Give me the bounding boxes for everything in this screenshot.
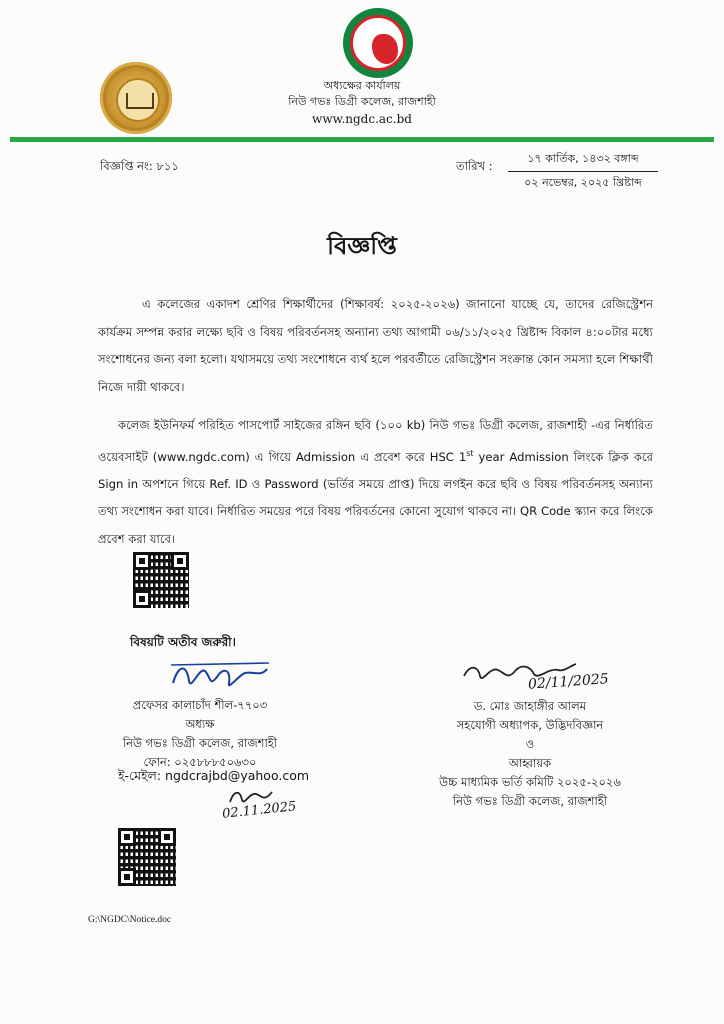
principal-email: ই-মেইল: ngdcrajbd@yahoo.com (118, 768, 310, 783)
college-name: নিউ গভঃ ডিগ্রী কলেজ, রাজশাহী (288, 95, 436, 108)
file-path: G:\NGDC\Notice.doc (88, 915, 172, 925)
principal-name: প্রফেসর কালাচাঁদ শীল-৭৭০৩ (132, 698, 268, 712)
convener-college: নিউ গভঃ ডিগ্রী কলেজ, রাজশাহী (452, 794, 608, 808)
ordinal-superscript: st (466, 448, 474, 458)
paragraph-2 (98, 412, 653, 553)
principal-designation: অধ্যক্ষ (185, 717, 215, 731)
website-text: www.ngdc.ac.bd (312, 112, 412, 126)
convener-handwritten-date: 02/11/2025 (527, 671, 610, 693)
principal-college: নিউ গভঃ ডিগ্রী কলেজ, রাজশাহী (122, 736, 278, 750)
convener-designation: সহযোগী অধ্যাপক, উদ্ভিদবিজ্ঞান (456, 718, 604, 732)
qr-code-website[interactable] (133, 552, 189, 608)
college-seal-logo (100, 62, 172, 134)
convener-role: আহ্বায়ক (508, 756, 552, 770)
convener-block (405, 697, 655, 811)
paragraph-2-part-2: year Admission লিংকে ক্লিক করে Sign in অপশনে গিয়ে Ref. ID ও Password (ভর্তির সময়ে প্রাপ্ত) দিয়ে লগইন করে ছবি ও বিষয় পরিবর্তনসহ অন্যান্য তথ্য সংশোধন করা যাবে। নির্ধারিত সময়ের পরে বিষয় পরিবর্তনের কোনো সুযোগ থাকবে না। QR Code স্ক্যান করে লিংকে প্রবেশ করা যাবে। (98, 449, 653, 546)
qr-code-link[interactable] (118, 828, 176, 886)
paragraph-1: এ কলেজের একাদশ শ্রেণির শিক্ষার্থীদের (শিক্ষাবর্ষ: ২০২৫-২০২৬) জানানো যাচ্ছে যে, তাদের রেজিস্ট্রেশন কার্যক্রম সম্পন্ন করার লক্ষ্যে ছবি ও বিষয় পরিবর্তনসহ অন্যান্য তথ্য আগামী ০৬/১১/২০২৫ খ্রিষ্টাব্দ বিকাল ৪:০০টার মধ্যে সংশোধনের জন্য বলা হলো। যথাসময়ে তথ্য সংশোধনে ব্যর্থ হলে পরবর্তীতে রেজিস্ট্রেশন সংক্রান্ত কোন সমস্যা হলে শিক্ষার্থী নিজে দায়ী থাকবে। (98, 297, 653, 394)
date-bangla: ১৭ কার্তিক, ১৪৩২ বঙ্গাব্দ (527, 152, 639, 165)
header-divider (10, 137, 714, 142)
letterhead (232, 78, 492, 128)
committee-name: উচ্চ মাধ্যমিক ভর্তি কমিটি ২০২৫-২০২৬ (439, 775, 621, 789)
notice-title: বিজ্ঞপ্তি (327, 232, 397, 260)
office-name: অধ্যক্ষের কার্যালয় (323, 79, 401, 92)
principal-signature (165, 655, 275, 697)
convener-name: ড. মোঃ জাহাঙ্গীর আলম (473, 699, 587, 713)
government-seal-logo (343, 8, 413, 78)
principal-block (100, 696, 300, 772)
principal-handwritten-date: 02.11.2025 (221, 799, 298, 822)
urgent-note: বিষয়টি অতীব জরুরী। (130, 635, 236, 649)
paragraph-2-part-1: কলেজ ইউনিফর্ম পরিহিত পাসপোর্ট সাইজের রঙ্গিন ছবি (১০০ kb) নিউ গভঃ ডিগ্রী কলেজ, রাজশাহী -এর নির্ধারিত ওয়েবসাইট (www.ngdc.com) এ গিয়ে Admission এ প্রবেশ করে HSC 1 (98, 418, 653, 464)
conjunction-and: ও (525, 737, 535, 751)
date-english: ০২ নভেম্বর, ২০২৫ খ্রিষ্টাব্দ (524, 176, 642, 189)
date-box (508, 150, 658, 193)
principal-phone: ফোন: ০২৫৮৮৮৫০৬৩০ (143, 755, 257, 769)
notice-number: বিজ্ঞপ্তি নং: ৮১১ (100, 159, 179, 173)
date-label: তারিখ : (456, 159, 493, 173)
